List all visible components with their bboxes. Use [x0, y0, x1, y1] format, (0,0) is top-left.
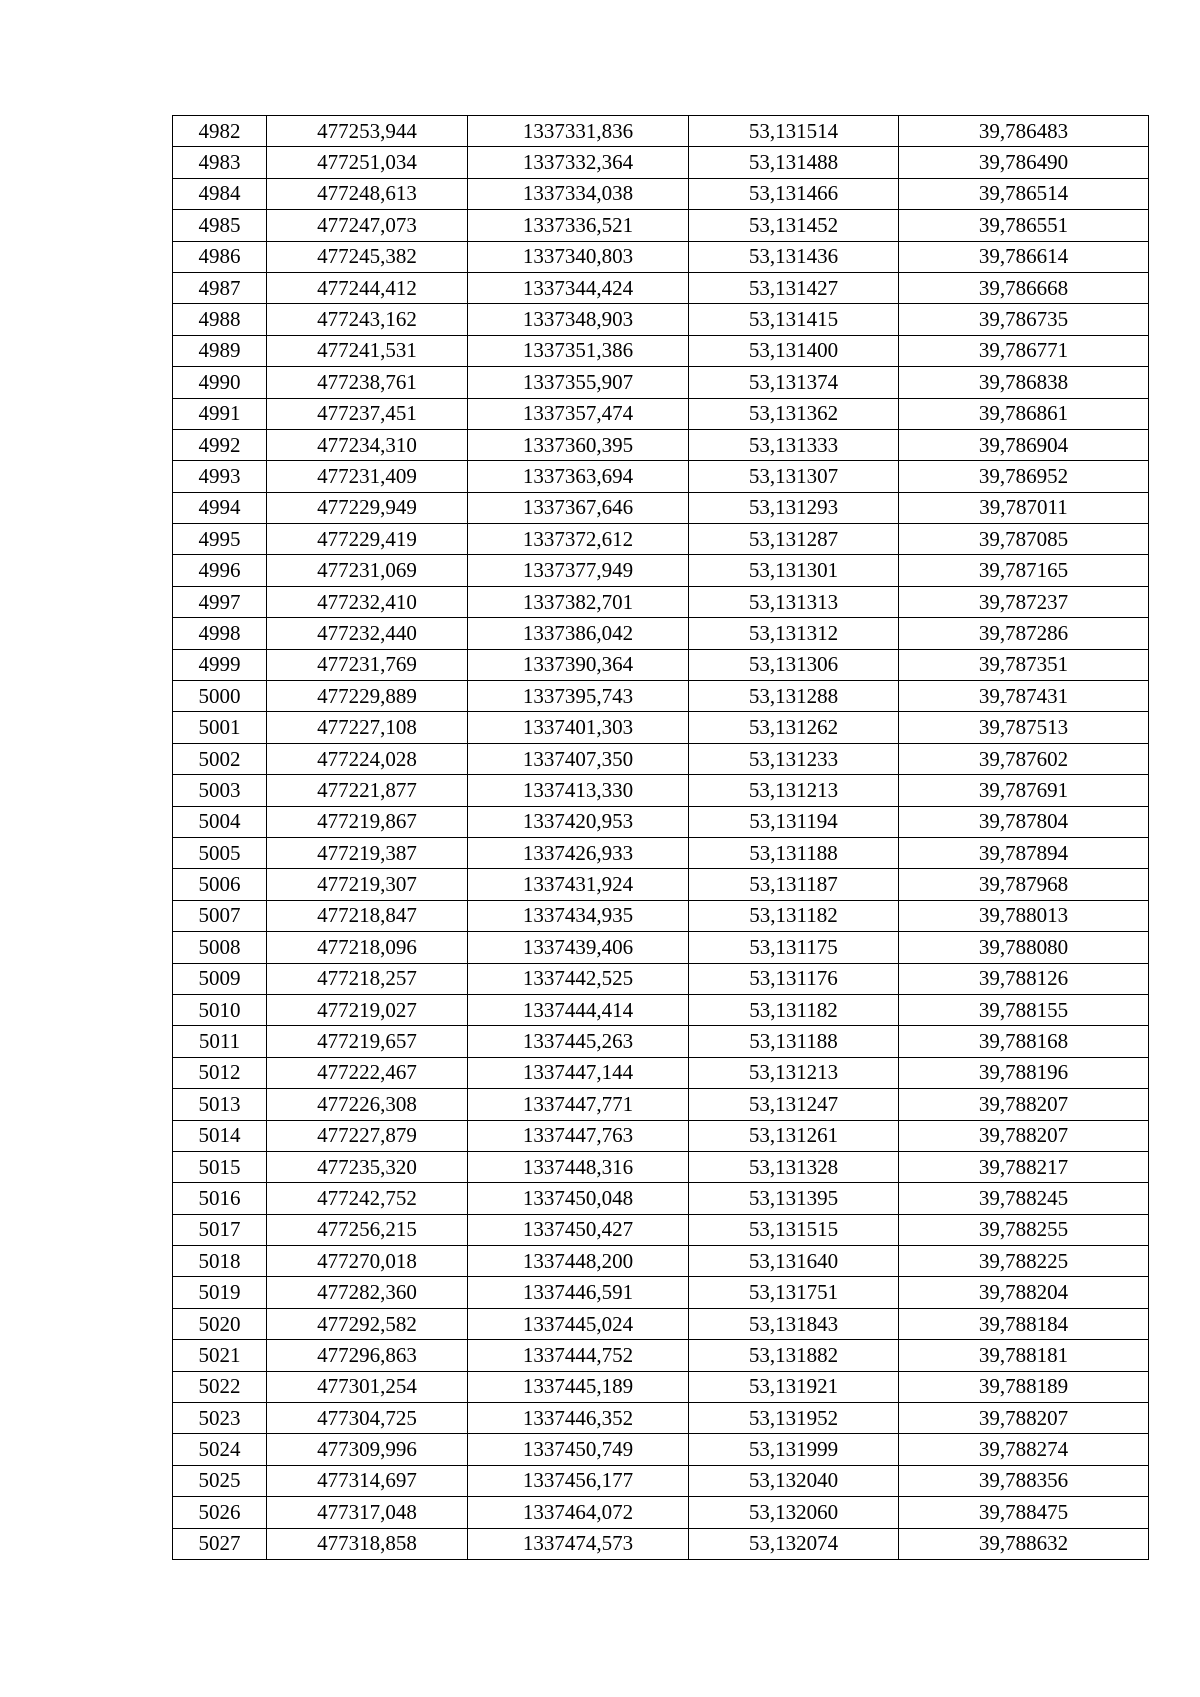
table-row — [173, 210, 1149, 241]
y-coordinate-cell: 1337447,144 — [468, 1057, 689, 1088]
table-row — [173, 618, 1149, 649]
latitude-cell: 53,131312 — [689, 618, 899, 649]
table-row — [173, 1497, 1149, 1528]
latitude-cell: 53,131188 — [689, 1026, 899, 1057]
x-coordinate-cell: 477219,387 — [267, 837, 468, 868]
latitude-cell: 53,131301 — [689, 555, 899, 586]
latitude-cell: 53,131362 — [689, 398, 899, 429]
x-coordinate-cell: 477219,657 — [267, 1026, 468, 1057]
latitude-cell: 53,131751 — [689, 1277, 899, 1308]
latitude-cell: 53,132040 — [689, 1465, 899, 1496]
longitude-cell: 39,788225 — [899, 1246, 1149, 1277]
table-row — [173, 1120, 1149, 1151]
x-coordinate-cell: 477317,048 — [267, 1497, 468, 1528]
table-row — [173, 1183, 1149, 1214]
x-coordinate-cell: 477219,027 — [267, 994, 468, 1025]
x-coordinate-cell: 477247,073 — [267, 210, 468, 241]
point-number-cell: 4996 — [173, 555, 267, 586]
point-number-cell: 5011 — [173, 1026, 267, 1057]
longitude-cell: 39,786490 — [899, 147, 1149, 178]
y-coordinate-cell: 1337334,038 — [468, 178, 689, 209]
latitude-cell: 53,131313 — [689, 586, 899, 617]
latitude-cell: 53,131374 — [689, 367, 899, 398]
latitude-cell: 53,131514 — [689, 116, 899, 147]
x-coordinate-cell: 477270,018 — [267, 1246, 468, 1277]
latitude-cell: 53,131515 — [689, 1214, 899, 1245]
longitude-cell: 39,786614 — [899, 241, 1149, 272]
table-row — [173, 869, 1149, 900]
table-row — [173, 1465, 1149, 1496]
longitude-cell: 39,786904 — [899, 429, 1149, 460]
table-row — [173, 1214, 1149, 1245]
latitude-cell: 53,131175 — [689, 932, 899, 963]
latitude-cell: 53,132060 — [689, 1497, 899, 1528]
y-coordinate-cell: 1337442,525 — [468, 963, 689, 994]
longitude-cell: 39,786483 — [899, 116, 1149, 147]
y-coordinate-cell: 1337367,646 — [468, 492, 689, 523]
x-coordinate-cell: 477221,877 — [267, 775, 468, 806]
point-number-cell: 5003 — [173, 775, 267, 806]
x-coordinate-cell: 477282,360 — [267, 1277, 468, 1308]
x-coordinate-cell: 477251,034 — [267, 147, 468, 178]
point-number-cell: 4999 — [173, 649, 267, 680]
table-row — [173, 649, 1149, 680]
latitude-cell: 53,131400 — [689, 335, 899, 366]
y-coordinate-cell: 1337355,907 — [468, 367, 689, 398]
longitude-cell: 39,787011 — [899, 492, 1149, 523]
longitude-cell: 39,786838 — [899, 367, 1149, 398]
latitude-cell: 53,131213 — [689, 1057, 899, 1088]
x-coordinate-cell: 477244,412 — [267, 272, 468, 303]
y-coordinate-cell: 1337450,749 — [468, 1434, 689, 1465]
longitude-cell: 39,788155 — [899, 994, 1149, 1025]
table-row — [173, 1089, 1149, 1120]
y-coordinate-cell: 1337446,591 — [468, 1277, 689, 1308]
longitude-cell: 39,787085 — [899, 524, 1149, 555]
table-row — [173, 1151, 1149, 1182]
point-number-cell: 5008 — [173, 932, 267, 963]
longitude-cell: 39,788126 — [899, 963, 1149, 994]
table-row — [173, 1026, 1149, 1057]
x-coordinate-cell: 477218,096 — [267, 932, 468, 963]
table-row — [173, 367, 1149, 398]
point-number-cell: 5000 — [173, 681, 267, 712]
y-coordinate-cell: 1337382,701 — [468, 586, 689, 617]
x-coordinate-cell: 477241,531 — [267, 335, 468, 366]
y-coordinate-cell: 1337456,177 — [468, 1465, 689, 1496]
point-number-cell: 4993 — [173, 461, 267, 492]
table-row — [173, 178, 1149, 209]
x-coordinate-cell: 477232,410 — [267, 586, 468, 617]
latitude-cell: 53,131187 — [689, 869, 899, 900]
point-number-cell: 4982 — [173, 116, 267, 147]
longitude-cell: 39,788255 — [899, 1214, 1149, 1245]
point-number-cell: 4995 — [173, 524, 267, 555]
y-coordinate-cell: 1337448,316 — [468, 1151, 689, 1182]
x-coordinate-cell: 477229,419 — [267, 524, 468, 555]
longitude-cell: 39,787602 — [899, 743, 1149, 774]
table-row — [173, 900, 1149, 931]
longitude-cell: 39,786514 — [899, 178, 1149, 209]
x-coordinate-cell: 477232,440 — [267, 618, 468, 649]
y-coordinate-cell: 1337363,694 — [468, 461, 689, 492]
y-coordinate-cell: 1337348,903 — [468, 304, 689, 335]
longitude-cell: 39,788245 — [899, 1183, 1149, 1214]
x-coordinate-cell: 477238,761 — [267, 367, 468, 398]
point-number-cell: 5022 — [173, 1371, 267, 1402]
y-coordinate-cell: 1337336,521 — [468, 210, 689, 241]
y-coordinate-cell: 1337340,803 — [468, 241, 689, 272]
point-number-cell: 5017 — [173, 1214, 267, 1245]
y-coordinate-cell: 1337377,949 — [468, 555, 689, 586]
y-coordinate-cell: 1337426,933 — [468, 837, 689, 868]
point-number-cell: 4984 — [173, 178, 267, 209]
y-coordinate-cell: 1337439,406 — [468, 932, 689, 963]
x-coordinate-cell: 477248,613 — [267, 178, 468, 209]
x-coordinate-cell: 477309,996 — [267, 1434, 468, 1465]
latitude-cell: 53,131415 — [689, 304, 899, 335]
y-coordinate-cell: 1337446,352 — [468, 1403, 689, 1434]
longitude-cell: 39,788632 — [899, 1528, 1149, 1559]
x-coordinate-cell: 477304,725 — [267, 1403, 468, 1434]
x-coordinate-cell: 477219,867 — [267, 806, 468, 837]
latitude-cell: 53,131293 — [689, 492, 899, 523]
y-coordinate-cell: 1337420,953 — [468, 806, 689, 837]
point-number-cell: 4989 — [173, 335, 267, 366]
longitude-cell: 39,788207 — [899, 1403, 1149, 1434]
x-coordinate-cell: 477229,949 — [267, 492, 468, 523]
longitude-cell: 39,786771 — [899, 335, 1149, 366]
latitude-cell: 53,131921 — [689, 1371, 899, 1402]
longitude-cell: 39,787165 — [899, 555, 1149, 586]
point-number-cell: 5021 — [173, 1340, 267, 1371]
point-number-cell: 4987 — [173, 272, 267, 303]
point-number-cell: 5025 — [173, 1465, 267, 1496]
latitude-cell: 53,131182 — [689, 994, 899, 1025]
longitude-cell: 39,787691 — [899, 775, 1149, 806]
latitude-cell: 53,131176 — [689, 963, 899, 994]
x-coordinate-cell: 477253,944 — [267, 116, 468, 147]
y-coordinate-cell: 1337390,364 — [468, 649, 689, 680]
y-coordinate-cell: 1337395,743 — [468, 681, 689, 712]
point-number-cell: 4997 — [173, 586, 267, 617]
latitude-cell: 53,131952 — [689, 1403, 899, 1434]
longitude-cell: 39,788475 — [899, 1497, 1149, 1528]
table-row — [173, 461, 1149, 492]
y-coordinate-cell: 1337444,414 — [468, 994, 689, 1025]
latitude-cell: 53,131395 — [689, 1183, 899, 1214]
table-row — [173, 398, 1149, 429]
longitude-cell: 39,788207 — [899, 1089, 1149, 1120]
latitude-cell: 53,131640 — [689, 1246, 899, 1277]
longitude-cell: 39,787968 — [899, 869, 1149, 900]
y-coordinate-cell: 1337447,763 — [468, 1120, 689, 1151]
x-coordinate-cell: 477235,320 — [267, 1151, 468, 1182]
y-coordinate-cell: 1337401,303 — [468, 712, 689, 743]
longitude-cell: 39,786861 — [899, 398, 1149, 429]
y-coordinate-cell: 1337331,836 — [468, 116, 689, 147]
longitude-cell: 39,787237 — [899, 586, 1149, 617]
x-coordinate-cell: 477229,889 — [267, 681, 468, 712]
latitude-cell: 53,131427 — [689, 272, 899, 303]
point-number-cell: 5009 — [173, 963, 267, 994]
x-coordinate-cell: 477292,582 — [267, 1308, 468, 1339]
point-number-cell: 5001 — [173, 712, 267, 743]
table-row — [173, 743, 1149, 774]
point-number-cell: 4994 — [173, 492, 267, 523]
y-coordinate-cell: 1337351,386 — [468, 335, 689, 366]
longitude-cell: 39,788196 — [899, 1057, 1149, 1088]
y-coordinate-cell: 1337450,048 — [468, 1183, 689, 1214]
coordinates-table — [172, 115, 1149, 1560]
y-coordinate-cell: 1337434,935 — [468, 900, 689, 931]
y-coordinate-cell: 1337344,424 — [468, 272, 689, 303]
y-coordinate-cell: 1337474,573 — [468, 1528, 689, 1559]
longitude-cell: 39,788013 — [899, 900, 1149, 931]
longitude-cell: 39,788184 — [899, 1308, 1149, 1339]
x-coordinate-cell: 477243,162 — [267, 304, 468, 335]
x-coordinate-cell: 477301,254 — [267, 1371, 468, 1402]
point-number-cell: 5027 — [173, 1528, 267, 1559]
point-number-cell: 5012 — [173, 1057, 267, 1088]
latitude-cell: 53,131882 — [689, 1340, 899, 1371]
y-coordinate-cell: 1337360,395 — [468, 429, 689, 460]
coordinates-table-body — [173, 116, 1149, 1560]
x-coordinate-cell: 477218,257 — [267, 963, 468, 994]
table-row — [173, 994, 1149, 1025]
x-coordinate-cell: 477256,215 — [267, 1214, 468, 1245]
table-row — [173, 1308, 1149, 1339]
latitude-cell: 53,131182 — [689, 900, 899, 931]
longitude-cell: 39,788181 — [899, 1340, 1149, 1371]
table-row — [173, 1246, 1149, 1277]
table-row — [173, 272, 1149, 303]
latitude-cell: 53,131436 — [689, 241, 899, 272]
longitude-cell: 39,786551 — [899, 210, 1149, 241]
x-coordinate-cell: 477237,451 — [267, 398, 468, 429]
y-coordinate-cell: 1337413,330 — [468, 775, 689, 806]
x-coordinate-cell: 477226,308 — [267, 1089, 468, 1120]
longitude-cell: 39,787351 — [899, 649, 1149, 680]
x-coordinate-cell: 477245,382 — [267, 241, 468, 272]
longitude-cell: 39,786952 — [899, 461, 1149, 492]
point-number-cell: 5020 — [173, 1308, 267, 1339]
point-number-cell: 5023 — [173, 1403, 267, 1434]
point-number-cell: 5019 — [173, 1277, 267, 1308]
x-coordinate-cell: 477234,310 — [267, 429, 468, 460]
latitude-cell: 53,131194 — [689, 806, 899, 837]
y-coordinate-cell: 1337444,752 — [468, 1340, 689, 1371]
longitude-cell: 39,788189 — [899, 1371, 1149, 1402]
point-number-cell: 5005 — [173, 837, 267, 868]
y-coordinate-cell: 1337445,024 — [468, 1308, 689, 1339]
x-coordinate-cell: 477242,752 — [267, 1183, 468, 1214]
table-row — [173, 555, 1149, 586]
point-number-cell: 5004 — [173, 806, 267, 837]
y-coordinate-cell: 1337332,364 — [468, 147, 689, 178]
x-coordinate-cell: 477231,069 — [267, 555, 468, 586]
point-number-cell: 5016 — [173, 1183, 267, 1214]
y-coordinate-cell: 1337447,771 — [468, 1089, 689, 1120]
y-coordinate-cell: 1337464,072 — [468, 1497, 689, 1528]
table-row — [173, 712, 1149, 743]
table-row — [173, 775, 1149, 806]
latitude-cell: 53,131262 — [689, 712, 899, 743]
table-row — [173, 335, 1149, 366]
latitude-cell: 53,131247 — [689, 1089, 899, 1120]
table-row — [173, 1340, 1149, 1371]
y-coordinate-cell: 1337431,924 — [468, 869, 689, 900]
x-coordinate-cell: 477296,863 — [267, 1340, 468, 1371]
y-coordinate-cell: 1337450,427 — [468, 1214, 689, 1245]
longitude-cell: 39,787431 — [899, 681, 1149, 712]
latitude-cell: 53,131843 — [689, 1308, 899, 1339]
longitude-cell: 39,788217 — [899, 1151, 1149, 1182]
y-coordinate-cell: 1337407,350 — [468, 743, 689, 774]
longitude-cell: 39,788080 — [899, 932, 1149, 963]
table-row — [173, 241, 1149, 272]
point-number-cell: 5026 — [173, 1497, 267, 1528]
table-row — [173, 963, 1149, 994]
point-number-cell: 4992 — [173, 429, 267, 460]
table-row — [173, 1434, 1149, 1465]
table-row — [173, 932, 1149, 963]
point-number-cell: 4983 — [173, 147, 267, 178]
longitude-cell: 39,786735 — [899, 304, 1149, 335]
longitude-cell: 39,788168 — [899, 1026, 1149, 1057]
table-row — [173, 492, 1149, 523]
latitude-cell: 53,131188 — [689, 837, 899, 868]
table-row — [173, 837, 1149, 868]
table-row — [173, 1057, 1149, 1088]
latitude-cell: 53,131328 — [689, 1151, 899, 1182]
y-coordinate-cell: 1337386,042 — [468, 618, 689, 649]
longitude-cell: 39,787286 — [899, 618, 1149, 649]
point-number-cell: 5006 — [173, 869, 267, 900]
latitude-cell: 53,131999 — [689, 1434, 899, 1465]
longitude-cell: 39,787513 — [899, 712, 1149, 743]
latitude-cell: 53,131261 — [689, 1120, 899, 1151]
x-coordinate-cell: 477222,467 — [267, 1057, 468, 1088]
x-coordinate-cell: 477318,858 — [267, 1528, 468, 1559]
x-coordinate-cell: 477224,028 — [267, 743, 468, 774]
x-coordinate-cell: 477231,409 — [267, 461, 468, 492]
point-number-cell: 5014 — [173, 1120, 267, 1151]
table-row — [173, 1277, 1149, 1308]
latitude-cell: 53,131306 — [689, 649, 899, 680]
table-row — [173, 147, 1149, 178]
point-number-cell: 4998 — [173, 618, 267, 649]
y-coordinate-cell: 1337372,612 — [468, 524, 689, 555]
point-number-cell: 4986 — [173, 241, 267, 272]
latitude-cell: 53,131452 — [689, 210, 899, 241]
table-row — [173, 116, 1149, 147]
longitude-cell: 39,786668 — [899, 272, 1149, 303]
point-number-cell: 5015 — [173, 1151, 267, 1182]
table-row — [173, 304, 1149, 335]
x-coordinate-cell: 477231,769 — [267, 649, 468, 680]
longitude-cell: 39,787894 — [899, 837, 1149, 868]
longitude-cell: 39,788207 — [899, 1120, 1149, 1151]
point-number-cell: 5013 — [173, 1089, 267, 1120]
point-number-cell: 5007 — [173, 900, 267, 931]
x-coordinate-cell: 477227,108 — [267, 712, 468, 743]
longitude-cell: 39,788356 — [899, 1465, 1149, 1496]
latitude-cell: 53,131488 — [689, 147, 899, 178]
y-coordinate-cell: 1337357,474 — [468, 398, 689, 429]
table-row — [173, 1528, 1149, 1559]
table-row — [173, 681, 1149, 712]
point-number-cell: 4990 — [173, 367, 267, 398]
table-row — [173, 806, 1149, 837]
x-coordinate-cell: 477314,697 — [267, 1465, 468, 1496]
y-coordinate-cell: 1337445,263 — [468, 1026, 689, 1057]
point-number-cell: 4985 — [173, 210, 267, 241]
latitude-cell: 53,131213 — [689, 775, 899, 806]
longitude-cell: 39,788274 — [899, 1434, 1149, 1465]
table-row — [173, 1371, 1149, 1402]
latitude-cell: 53,131307 — [689, 461, 899, 492]
table-row — [173, 1403, 1149, 1434]
latitude-cell: 53,131333 — [689, 429, 899, 460]
point-number-cell: 5024 — [173, 1434, 267, 1465]
latitude-cell: 53,131288 — [689, 681, 899, 712]
x-coordinate-cell: 477219,307 — [267, 869, 468, 900]
y-coordinate-cell: 1337448,200 — [468, 1246, 689, 1277]
table-row — [173, 586, 1149, 617]
latitude-cell: 53,131233 — [689, 743, 899, 774]
x-coordinate-cell: 477227,879 — [267, 1120, 468, 1151]
latitude-cell: 53,131466 — [689, 178, 899, 209]
table-row — [173, 429, 1149, 460]
longitude-cell: 39,788204 — [899, 1277, 1149, 1308]
point-number-cell: 5018 — [173, 1246, 267, 1277]
latitude-cell: 53,132074 — [689, 1528, 899, 1559]
table-row — [173, 524, 1149, 555]
point-number-cell: 4991 — [173, 398, 267, 429]
point-number-cell: 5002 — [173, 743, 267, 774]
point-number-cell: 4988 — [173, 304, 267, 335]
point-number-cell: 5010 — [173, 994, 267, 1025]
latitude-cell: 53,131287 — [689, 524, 899, 555]
longitude-cell: 39,787804 — [899, 806, 1149, 837]
y-coordinate-cell: 1337445,189 — [468, 1371, 689, 1402]
x-coordinate-cell: 477218,847 — [267, 900, 468, 931]
